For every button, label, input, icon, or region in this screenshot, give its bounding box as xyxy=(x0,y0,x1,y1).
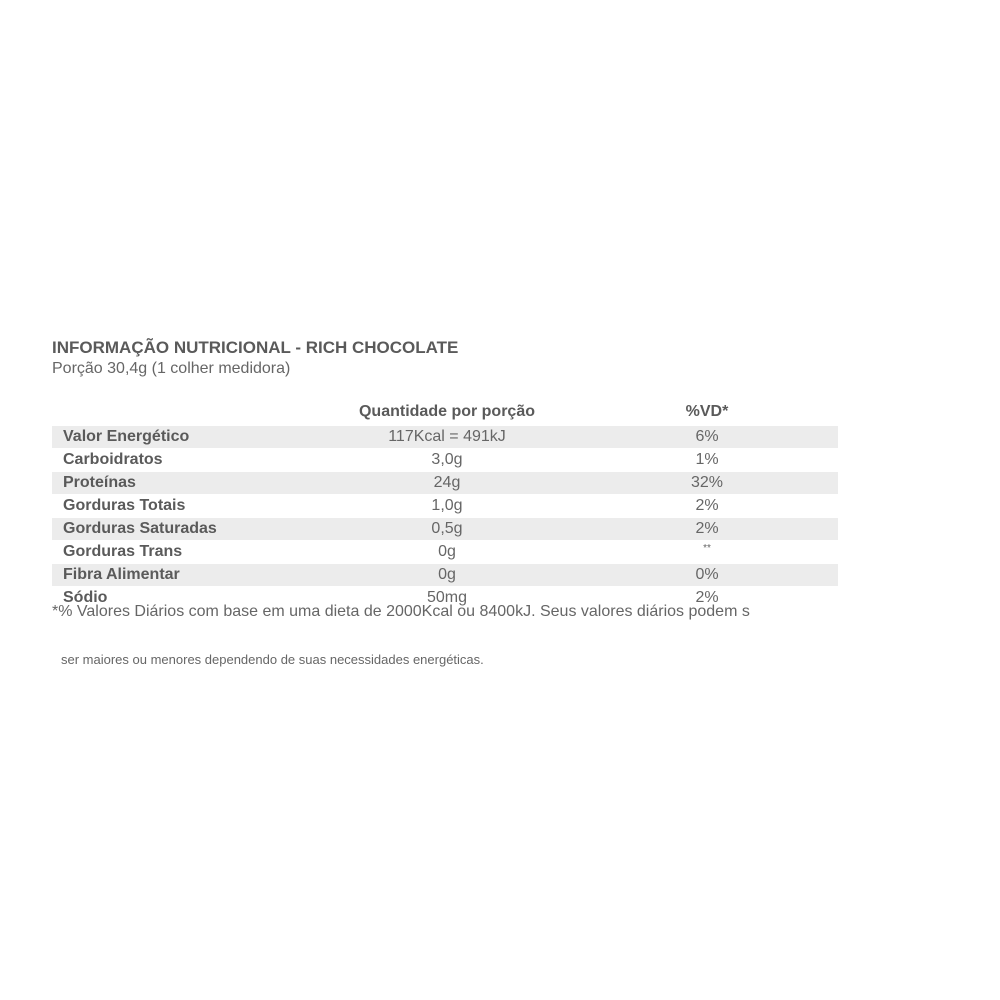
table-row xyxy=(52,472,838,495)
nutrient-name: Valor Energético xyxy=(63,428,190,445)
nutrient-daily-value: 0% xyxy=(695,566,719,583)
table-row xyxy=(52,541,838,564)
footnote-daily-values: *% Valores Diários com base em uma dieta de 2000Kcal ou 8400kJ. Seus valores diários podem s xyxy=(52,603,750,620)
header-daily-value: %VD* xyxy=(685,403,729,420)
nutrient-name: Proteínas xyxy=(63,474,136,491)
nutrient-quantity: 24g xyxy=(433,474,461,491)
nutrient-name: Sódio xyxy=(63,589,108,606)
nutrient-daily-value: 2% xyxy=(695,497,719,514)
nutrient-quantity: 3,0g xyxy=(431,451,463,468)
nutrition-table xyxy=(52,426,838,610)
nutrient-name: Gorduras Totais xyxy=(63,497,186,514)
nutrient-daily-value: ** xyxy=(703,543,711,554)
table-row xyxy=(52,426,838,449)
nutrient-daily-value: 6% xyxy=(695,428,719,445)
nutrient-quantity: 1,0g xyxy=(431,497,463,514)
table-row xyxy=(52,518,838,541)
nutrient-quantity: 0g xyxy=(438,566,456,583)
nutrient-name: Gorduras Trans xyxy=(63,543,183,560)
nutrient-quantity: 50mg xyxy=(426,589,468,606)
table-row xyxy=(52,564,838,587)
nutrient-daily-value: 1% xyxy=(695,451,719,468)
nutrient-quantity: 0,5g xyxy=(431,520,463,537)
nutrient-daily-value: 2% xyxy=(695,589,719,606)
nutrient-daily-value: 2% xyxy=(695,520,719,537)
table-header xyxy=(52,403,838,425)
nutrition-title: INFORMAÇÃO NUTRICIONAL - RICH CHOCOLATE xyxy=(52,338,459,357)
nutrient-daily-value: 32% xyxy=(690,474,724,491)
nutrient-quantity: 0g xyxy=(438,543,456,560)
nutrient-quantity: 117Kcal = 491kJ xyxy=(388,428,506,445)
nutrient-name: Fibra Alimentar xyxy=(63,566,180,583)
table-row xyxy=(52,449,838,472)
header-quantity: Quantidade por porção xyxy=(358,403,535,420)
nutrient-name: Gorduras Saturadas xyxy=(63,520,217,537)
serving-size: Porção 30,4g (1 colher medidora) xyxy=(52,360,291,377)
nutrient-name: Carboidratos xyxy=(63,451,163,468)
footnote-continuation: ser maiores ou menores dependendo de suas necessidades energéticas. xyxy=(61,652,484,667)
table-row xyxy=(52,495,838,518)
